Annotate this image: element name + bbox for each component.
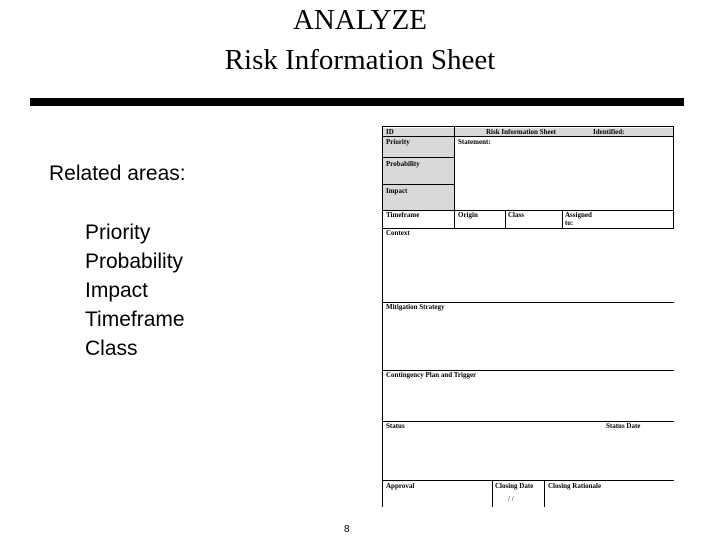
assigned-label: Assigned xyxy=(565,211,592,219)
id-label: ID xyxy=(386,128,394,136)
row-divider xyxy=(382,210,674,211)
identified-label: Identified: xyxy=(593,128,625,136)
sheet-title-label: Risk Information Sheet xyxy=(486,128,557,136)
impact-label: Impact xyxy=(386,187,408,195)
assigned-to-label: to: xyxy=(565,219,574,227)
risk-information-sheet-form xyxy=(382,126,674,507)
context-label: Context xyxy=(386,229,410,237)
row-divider xyxy=(382,480,674,481)
class-label: Class xyxy=(508,211,524,219)
origin-label: Origin xyxy=(458,211,478,219)
form-right-border xyxy=(673,127,674,228)
column-divider xyxy=(492,480,493,507)
row-divider xyxy=(382,157,454,158)
timeframe-label: Timeframe xyxy=(386,211,420,219)
row-divider xyxy=(382,228,674,229)
closing-rationale-label: Closing Rationale xyxy=(548,482,602,490)
status-date-label: Status Date xyxy=(606,422,641,430)
page-number: 8 xyxy=(344,524,350,535)
statement-label: Statement: xyxy=(458,138,491,146)
mitigation-strategy-label: Mitigation Strategy xyxy=(386,303,445,311)
related-areas-heading: Related areas: xyxy=(49,162,186,185)
closing-date-value: / / xyxy=(508,495,514,503)
row-divider xyxy=(382,136,674,137)
status-label: Status xyxy=(386,422,405,430)
title-divider xyxy=(30,98,684,106)
list-item: Probability xyxy=(85,250,184,273)
row-divider xyxy=(382,184,454,185)
list-item: Class xyxy=(85,337,138,360)
list-item: Timeframe xyxy=(85,308,185,331)
probability-label: Probability xyxy=(386,160,420,168)
contingency-plan-label: Contingency Plan and Trigger xyxy=(386,371,477,379)
column-divider xyxy=(544,480,545,507)
related-areas-list xyxy=(85,218,185,363)
column-divider xyxy=(562,210,563,228)
priority-label: Priority xyxy=(386,138,410,146)
slide-subtitle: Risk Information Sheet xyxy=(224,44,496,76)
column-divider xyxy=(454,127,455,228)
column-divider xyxy=(505,210,506,228)
list-item: Priority xyxy=(85,221,151,244)
list-item: Impact xyxy=(85,279,149,302)
closing-date-label: Closing Date xyxy=(495,482,534,490)
approval-label: Approval xyxy=(386,482,415,490)
slide-title: ANALYZE xyxy=(292,4,427,36)
